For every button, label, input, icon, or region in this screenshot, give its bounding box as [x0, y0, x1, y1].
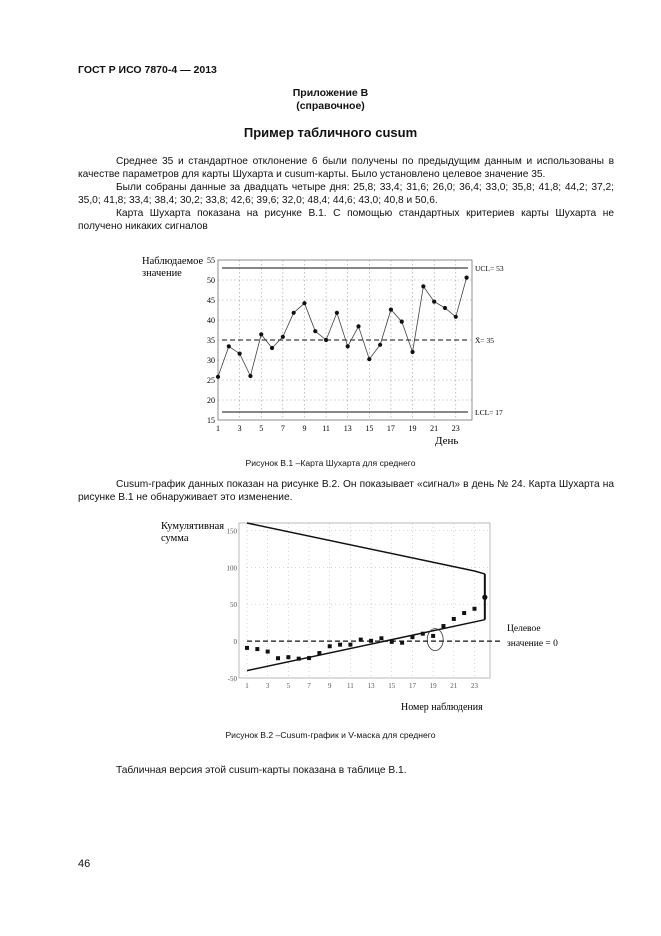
- chart1-data-point: [270, 346, 274, 350]
- chart2-xtick-label: 15: [388, 682, 396, 690]
- figure1-caption: Рисунок В.1 –Карта Шухарта для среднего: [245, 458, 416, 468]
- chart1-data-point: [292, 311, 296, 315]
- cusum-chart: [155, 515, 575, 715]
- chart1-xtick-label: 11: [322, 424, 330, 433]
- chart1-ytick-label: 40: [207, 316, 215, 325]
- chart1-xtick-label: 9: [302, 424, 307, 433]
- chart1-ytick-label: 55: [207, 256, 215, 265]
- page-number: 46: [78, 858, 91, 870]
- chart1-data-point: [389, 308, 393, 312]
- target-label-line2: значение = 0: [507, 639, 558, 649]
- chart2-frame: [239, 523, 490, 678]
- chart1-xtick-label: 5: [259, 424, 264, 433]
- chart2-xtick-label: 23: [470, 682, 478, 690]
- chart2-ylabel-line1: Кумулятивная: [161, 521, 225, 532]
- chart2-ytick-label: 50: [230, 601, 237, 610]
- chart1-xtick-label: 23: [451, 424, 460, 433]
- chart1-ylabel-line2: значение: [142, 268, 182, 279]
- chart2-data-point: [482, 595, 487, 600]
- chart1-ytick-label: 35: [207, 336, 215, 345]
- section-title: Пример табличного cusum: [243, 125, 418, 140]
- chart2-xtick-label: 11: [347, 682, 354, 690]
- chart2-xtick-label: 9: [327, 682, 332, 690]
- chart1-data-point: [238, 352, 242, 356]
- chart1-xtick-label: 7: [280, 424, 285, 433]
- chart2-xtick-label: 5: [286, 682, 291, 690]
- chart1-ytick-label: 20: [207, 396, 215, 405]
- chart2-xtick-label: 1: [245, 682, 249, 690]
- chart1-xtick-label: 15: [365, 424, 374, 433]
- chart2-highlight-ellipse: [427, 629, 443, 651]
- standard-header: ГОСТ Р ИСО 7870-4 — 2013: [78, 64, 217, 76]
- chart2-xtick-label: 17: [408, 682, 416, 690]
- chart2-data-point: [452, 617, 456, 621]
- chart1-data-point: [281, 335, 285, 339]
- chart2-ytick-label: 100: [226, 564, 237, 573]
- chart1-data-point: [443, 306, 447, 310]
- chart2-ytick-label: 150: [226, 527, 237, 536]
- chart1-data-point: [302, 301, 306, 305]
- chart1-data-point: [227, 344, 231, 348]
- chart1-xlabel: День: [435, 435, 459, 447]
- appendix-title: Приложение В: [292, 87, 369, 99]
- chart2-data-point: [472, 607, 476, 611]
- paragraph-table: [78, 764, 614, 777]
- chart1-ytick-label: 45: [207, 296, 215, 305]
- chart1-xtick-label: 3: [237, 424, 242, 433]
- chart2-data-point: [276, 656, 280, 660]
- paragraph-cusum: [78, 478, 614, 504]
- chart2-data-point: [431, 634, 435, 638]
- chart2-data-point: [286, 655, 290, 659]
- chart1-data-point: [259, 332, 263, 336]
- chart2-data-point: [400, 641, 404, 645]
- paragraph-3: Карта Шухарта показана на рисунке В.1. С помощью стандартных критериев карты Шухарта не получено никаких сигналов: [78, 208, 614, 232]
- chart1-ylabel-line1: Наблюдаемое: [142, 256, 204, 267]
- chart1-data-point: [454, 315, 458, 319]
- chart1-xtick-label: 19: [408, 424, 417, 433]
- chart2-data-point: [441, 624, 445, 628]
- paragraph-1: Среднее 35 и стандартное отклонение 6 были получены по предыдущим данным и использованы в качестве параметров для карты Шухарта и cusum-карты. Было установлено целевое значение 35.: [78, 156, 614, 180]
- chart1-ytick-label: 15: [207, 416, 215, 425]
- chart1-xtick-label: 1: [216, 424, 220, 433]
- chart2-data-point: [410, 635, 414, 639]
- chart1-reference-label: LCL= 17: [475, 408, 503, 417]
- chart2-data-point: [369, 639, 373, 643]
- chart1-data-point: [410, 350, 414, 354]
- chart1-reference-label: UCL= 53: [475, 264, 504, 273]
- chart2-xtick-label: 19: [429, 682, 437, 690]
- chart2-data-point: [348, 643, 352, 647]
- appendix-subtitle: (справочное): [296, 100, 365, 112]
- intro-paragraphs: [78, 155, 614, 233]
- chart2-data-point: [245, 646, 249, 650]
- figure2-caption: Рисунок В.2 –Cusum-график и V-маска для среднего: [225, 730, 436, 740]
- chart2-data-point: [317, 651, 321, 655]
- chart2-ylabel-line2: сумма: [161, 533, 189, 544]
- chart2-data-point: [359, 638, 363, 642]
- chart2-xtick-label: 13: [367, 682, 375, 690]
- chart2-xtick-label: 3: [265, 682, 270, 690]
- chart2-data-point: [255, 647, 259, 651]
- chart2-ytick-label: 0: [233, 638, 237, 647]
- chart2-data-point: [421, 632, 425, 636]
- chart1-data-point: [432, 300, 436, 304]
- chart2-data-point: [379, 636, 383, 640]
- chart1-data-point: [400, 320, 404, 324]
- chart2-data-point: [328, 644, 332, 648]
- chart1-data-point: [324, 338, 328, 342]
- paragraph-5: Табличная версия этой cusum-карты показана в таблице В.1.: [116, 765, 407, 776]
- chart1-data-point: [378, 343, 382, 347]
- vmask-upper-arm: [247, 523, 485, 574]
- chart2-ytick-label: -50: [227, 675, 237, 683]
- chart2-xtick-label: 7: [307, 682, 311, 690]
- chart2-data-point: [338, 643, 342, 647]
- chart1-ytick-label: 30: [207, 356, 215, 365]
- chart1-data-point: [346, 344, 350, 348]
- chart2-data-point: [266, 650, 270, 654]
- paragraph-2: Были собраны данные за двадцать четыре дня: 25,8; 33,4; 31,6; 26,0; 36,4; 33,0; 35,8; 41,8; 44,2; 37,2; 35,0; 41,8; 33,4; 38,4; 30,2; 33,8; 42,6; 39,6; 32,0; 48,4; 44,6; 43,0; 40,8 и 50,6.: [78, 182, 614, 206]
- target-label-line1: Целевое: [507, 624, 541, 634]
- chart2-data-point: [297, 657, 301, 661]
- shewhart-chart: [130, 252, 520, 450]
- vmask-lower-arm: [247, 620, 485, 671]
- chart1-reference-label: X̄= 35: [475, 336, 495, 345]
- chart2-xlabel: Номер наблюдения: [401, 702, 483, 713]
- chart1-xtick-label: 17: [386, 424, 395, 433]
- chart1-data-point: [335, 311, 339, 315]
- chart1-data-point: [313, 329, 317, 333]
- chart1-data-point: [248, 374, 252, 378]
- chart2-data-point: [307, 656, 311, 660]
- chart1-xtick-label: 13: [343, 424, 352, 433]
- chart1-xtick-label: 21: [430, 424, 439, 433]
- chart2-data-point: [462, 611, 466, 615]
- chart1-ytick-label: 50: [207, 276, 215, 285]
- chart1-series-line: [218, 278, 467, 377]
- chart1-data-point: [367, 357, 371, 361]
- paragraph-4: Cusum-график данных показан на рисунке В.2. Он показывает «сигнал» в день № 24. Карта Шухарта на рисунке В.1 не обнаруживает это изменение.: [78, 479, 614, 503]
- chart1-data-point: [216, 375, 220, 379]
- chart2-xtick-label: 21: [450, 682, 458, 690]
- chart2-data-point: [390, 640, 394, 644]
- chart1-data-point: [356, 324, 360, 328]
- chart1-data-point: [421, 284, 425, 288]
- chart1-ytick-label: 25: [207, 376, 215, 385]
- chart1-data-point: [464, 276, 468, 280]
